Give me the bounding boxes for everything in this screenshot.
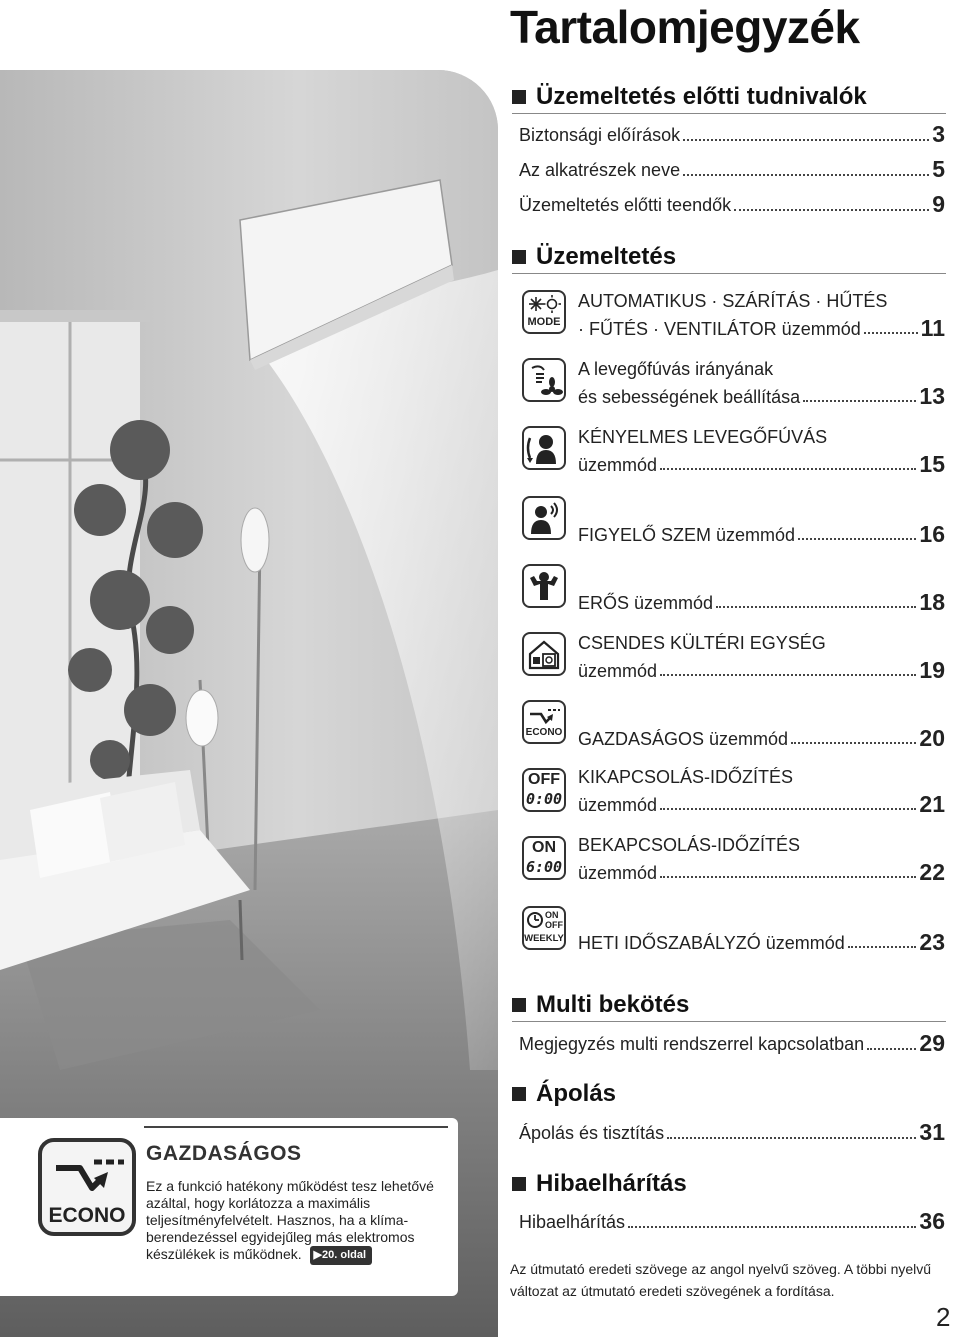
translation-footnote: Az útmutató eredeti szövege az angol nyelvű szöveg. A többi nyelvű változat az útmutató eredeti szövegének a fordítása.	[510, 1261, 932, 1299]
entry-page: 19	[919, 657, 945, 683]
off-timer-icon	[522, 768, 566, 812]
bullet-square-icon	[512, 90, 526, 104]
leader-dots	[803, 400, 916, 402]
leader-dots	[683, 139, 929, 141]
toc-entry-airflow[interactable]	[578, 356, 945, 408]
entry-line1	[578, 494, 945, 520]
leader-dots	[683, 174, 929, 176]
entry-label: Megjegyzés multi rendszerrel kapcsolatban	[519, 1034, 865, 1054]
bullet-square-icon	[512, 250, 526, 264]
econo-icon-text: ECONO	[48, 1204, 126, 1227]
entry-label: Biztonsági előírások	[519, 125, 681, 145]
leader-dots	[734, 209, 929, 211]
toc-entry-eye[interactable]	[578, 494, 945, 546]
entry-line2-row	[578, 656, 945, 682]
entry-label: Hibaelhárítás	[519, 1212, 626, 1232]
entry-page: 20	[919, 725, 945, 751]
comfort-symbol	[524, 428, 564, 468]
page-title: Tartalomjegyzék	[510, 1, 860, 53]
entry-line1: AUTOMATIKUS · SZÁRÍTÁS · HŰTÉS	[578, 291, 888, 311]
entry-line2-row	[578, 724, 945, 750]
page-ref-text: 20. oldal	[322, 1249, 367, 1261]
entry-page: 21	[919, 791, 945, 817]
entry-line1: KÉNYELMES LEVEGŐFÚVÁS	[578, 427, 828, 447]
section-title: Hibaelhárítás	[536, 1170, 687, 1197]
entry-page: 15	[919, 451, 945, 477]
outdoor-unit-symbol	[524, 634, 564, 674]
entry-line2: üzemmód	[578, 661, 658, 681]
entry-line1: A levegőfúvás irányának	[578, 359, 774, 379]
entry-page: 3	[932, 121, 945, 147]
toc-entry-outdoor-quiet[interactable]	[578, 630, 945, 682]
entry-line2-row	[578, 790, 945, 816]
card-divider	[144, 1126, 448, 1128]
weekly-icon-text: WEEKLY	[524, 933, 564, 944]
econo-info-card	[0, 1118, 458, 1296]
entry-line2: üzemmód	[578, 863, 658, 883]
comfort-airflow-icon	[522, 426, 566, 470]
bullet-square-icon	[512, 1177, 526, 1191]
leader-dots	[660, 674, 916, 676]
entry-page: 22	[919, 859, 945, 885]
leader-dots	[791, 742, 916, 744]
entry-line2: és sebességének beállítása	[578, 387, 801, 407]
eye-symbol	[524, 498, 564, 538]
entry-page: 23	[919, 929, 945, 955]
entry-label: Ápolás és tisztítás	[519, 1123, 665, 1143]
econo-title: GAZDASÁGOS	[146, 1142, 302, 1165]
entry-line2: GAZDASÁGOS üzemmód	[578, 729, 789, 749]
bullet-square-icon	[512, 998, 526, 1012]
entry-line2: üzemmód	[578, 795, 658, 815]
econo-icon	[38, 1138, 136, 1236]
toc-entry-comfort[interactable]	[578, 424, 945, 476]
on-timer-icon	[522, 836, 566, 880]
outdoor-quiet-icon	[522, 632, 566, 676]
econo-small-icon-text: ECONO	[525, 727, 563, 738]
entry-page: 5	[932, 156, 945, 182]
section-heading-multi	[512, 988, 946, 1022]
entry-page: 11	[920, 315, 945, 341]
toc-entry-powerful[interactable]	[578, 562, 945, 614]
entry-page: 29	[919, 1030, 945, 1056]
leader-dots	[660, 876, 916, 878]
leader-dots	[667, 1137, 916, 1139]
toc-entry-safety[interactable]	[519, 122, 945, 146]
toc-entry-preparation[interactable]	[519, 192, 945, 216]
entry-line2: HETI IDŐSZABÁLYZÓ üzemmód	[578, 933, 845, 953]
toc-entry-parts[interactable]	[519, 157, 945, 181]
econo-small-icon	[522, 700, 566, 744]
bullet-square-icon	[512, 1087, 526, 1101]
entry-label: Az alkatrészek neve	[519, 160, 681, 180]
entry-page: 13	[919, 383, 945, 409]
entry-line2-row	[578, 858, 945, 884]
entry-line1: KIKAPCSOLÁS-IDŐZÍTÉS	[578, 767, 794, 787]
page-number: 2	[936, 1302, 951, 1332]
leader-dots	[864, 332, 918, 334]
entry-line1: CSENDES KÜLTÉRI EGYSÉG	[578, 633, 826, 653]
weekly-on-off-labels	[545, 910, 563, 930]
section-title: Üzemeltetés	[536, 242, 677, 270]
leader-dots	[716, 606, 916, 608]
airflow-direction-icon	[522, 358, 566, 402]
entry-line1: BEKAPCSOLÁS-IDŐZÍTÉS	[578, 835, 801, 855]
entry-line2: ERŐS üzemmód	[578, 593, 714, 613]
entry-line1	[578, 902, 945, 928]
entry-label: Üzemeltetés előtti teendők	[519, 195, 732, 215]
entry-line2: üzemmód	[578, 455, 658, 475]
econo-arrow-graphic	[42, 1142, 132, 1232]
section-heading-troubleshoot	[512, 1167, 946, 1201]
entry-page: 18	[919, 589, 945, 615]
leader-dots	[660, 468, 916, 470]
toc-entry-care[interactable]	[519, 1120, 945, 1144]
weekly-on-text: ON	[545, 910, 559, 920]
section-heading-care	[512, 1077, 946, 1111]
entry-page: 31	[919, 1119, 945, 1145]
mode-icon	[522, 290, 566, 334]
entry-line2-row	[578, 928, 945, 954]
weekly-off-text: OFF	[545, 920, 563, 930]
off-timer-time: 0:00	[525, 790, 563, 808]
powerful-symbol	[524, 566, 564, 606]
toc-entry-multi[interactable]	[519, 1031, 945, 1055]
intelligent-eye-icon	[522, 496, 566, 540]
section-title: Multi bekötés	[536, 990, 690, 1018]
on-timer-time: 6:00	[525, 858, 563, 876]
section-title: Üzemeltetés előtti tudnivalók	[536, 82, 867, 110]
section-heading-operation	[512, 240, 946, 274]
weekly-timer-icon	[522, 906, 566, 950]
entry-page: 9	[932, 191, 945, 217]
leader-dots	[867, 1048, 916, 1050]
on-timer-text: ON	[532, 839, 556, 856]
leader-dots	[798, 538, 916, 540]
toc-entry-weekly[interactable]	[578, 902, 945, 954]
econo-description-text: Ez a funkció hatékony működést tesz lehetővé azáltal, hogy korlátozza a maximális teljesítményfelvételt. Hasznos, ha a klíma-berendezéssel egyidejűleg más elektromos készülékek is működnek.	[146, 1178, 434, 1263]
off-timer-text: OFF	[528, 771, 560, 788]
powerful-icon	[522, 564, 566, 608]
toc-entry-on-timer[interactable]	[578, 832, 945, 884]
page-ref-badge[interactable]: ▶20. oldal	[310, 1246, 373, 1265]
entry-line2-row	[578, 314, 945, 340]
airflow-symbol	[524, 360, 564, 400]
entry-line2-row	[578, 520, 945, 546]
entry-line1	[578, 698, 945, 724]
econo-description	[146, 1178, 452, 1265]
entry-page: 36	[919, 1208, 945, 1234]
entry-line2: FIGYELŐ SZEM üzemmód	[578, 525, 796, 545]
leader-dots	[848, 946, 917, 948]
mode-icon-text: MODE	[527, 316, 561, 328]
entry-page: 16	[919, 521, 945, 547]
toc-entry-econo[interactable]	[578, 698, 945, 750]
toc-entry-troubleshoot[interactable]	[519, 1209, 945, 1233]
section-heading-before	[512, 80, 946, 114]
entry-line2-row	[578, 450, 945, 476]
toc-entry-off-timer[interactable]	[578, 764, 945, 816]
entry-line2-row	[578, 588, 945, 614]
entry-line1	[578, 562, 945, 588]
toc-entry-mode[interactable]	[578, 288, 945, 340]
entry-line2-row	[578, 382, 945, 408]
section-title: Ápolás	[536, 1080, 617, 1107]
entry-line2: · FŰTÉS · VENTILÁTOR üzemmód	[578, 319, 861, 339]
leader-dots	[660, 808, 916, 810]
leader-dots	[628, 1226, 916, 1228]
